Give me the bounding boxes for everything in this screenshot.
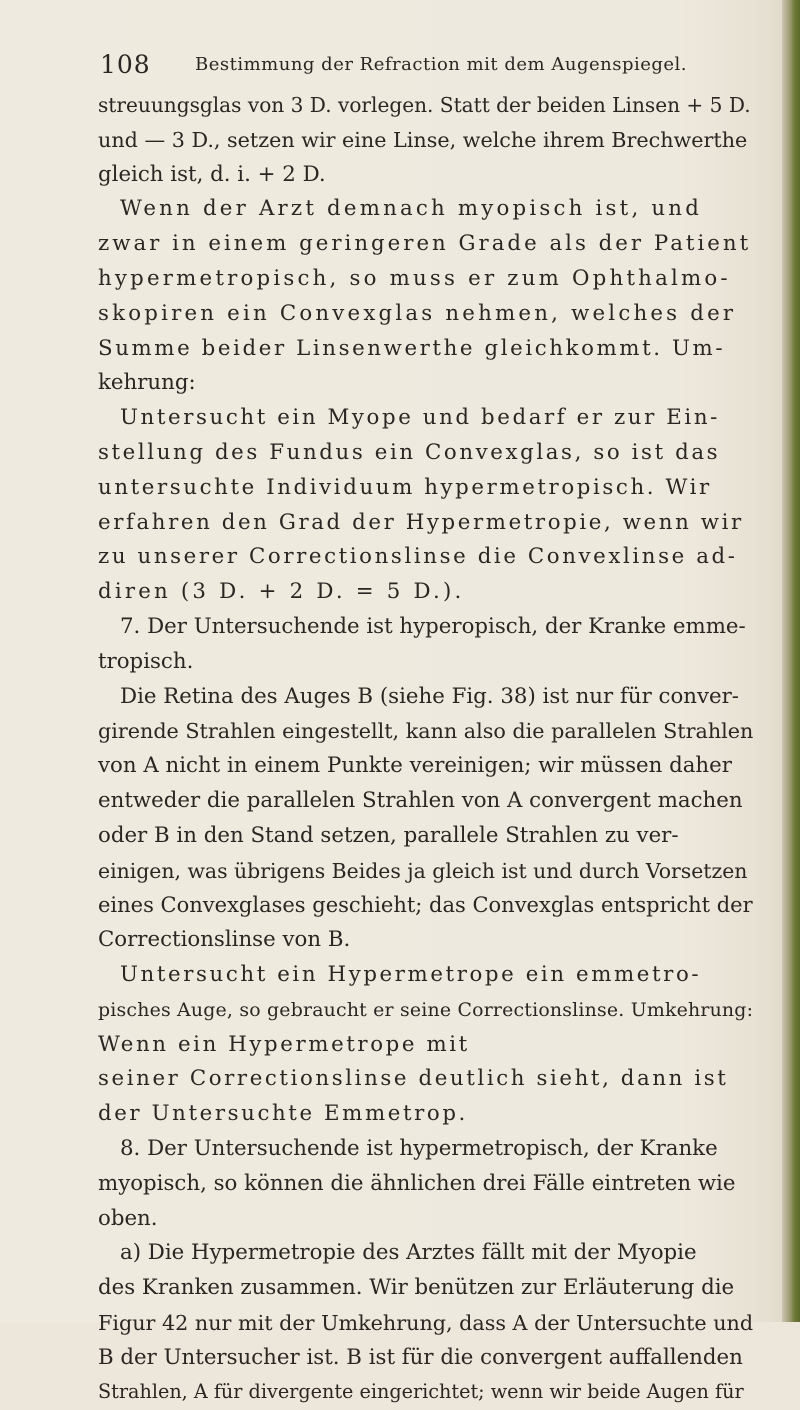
text-line: oben. [98, 1205, 158, 1231]
text-line: einigen, was übrigens Beides ja gleich ist und durch Vorsetzen [98, 858, 748, 883]
text-line: seiner Correctionslinse deutlich sieht, dann ist [98, 1066, 729, 1092]
text-line: hypermetropisch, so muss er zum Ophthalmo- [98, 265, 731, 291]
text-line: der Untersuchte Emmetrop. [98, 1101, 468, 1127]
text-line: B der Untersucher ist. B ist für die convergent auffallenden [98, 1344, 743, 1370]
text-line: eines Convexglases geschieht; das Convexglas entspricht der [98, 893, 753, 918]
text-line: untersuchte Individuum hypermetropisch. Wir [98, 474, 712, 500]
text-line: Strahlen, A für divergente eingerichtet; wenn wir beide Augen für [98, 1380, 744, 1404]
text-line: gleich ist, d. i. + 2 D. [98, 161, 326, 187]
text-line: skopiren ein Convexglas nehmen, welches der [98, 300, 737, 326]
text-line: 7. Der Untersuchende ist hyperopisch, der Kranke emme- [120, 613, 746, 639]
text-line: Figur 42 nur mit der Umkehrung, dass A der Untersuchte und [98, 1310, 754, 1335]
text-line: pisches Auge, so gebraucht er seine Correctionslinse. Umkehrung: [98, 998, 754, 1021]
text-line: Untersucht ein Myope und bedarf er zur Ein- [120, 405, 720, 431]
text-line: des Kranken zusammen. Wir benützen zur Erläuterung die [98, 1275, 735, 1301]
text-line: girende Strahlen eingestellt, kann also die parallelen Strahlen [98, 719, 754, 744]
body-text [98, 88, 753, 1410]
text-line: zu unserer Correctionslinse die Convexlinse ad- [98, 544, 738, 570]
text-line: tropisch. [98, 648, 194, 674]
text-line: und — 3 D., setzen wir eine Linse, welche ihrem Brechwerthe [98, 127, 748, 152]
text-line: Wenn ein Hypermetrope mit [98, 1031, 470, 1057]
text-line: 8. Der Untersuchende ist hypermetropisch, der Kranke [120, 1135, 718, 1161]
text-line: Die Retina des Auges B (siehe Fig. 38) ist nur für conver- [120, 683, 739, 709]
text-line: a) Die Hypermetropie des Arztes fällt mit der Myopie [120, 1240, 697, 1266]
text-line: Correctionslinse von B. [98, 927, 351, 953]
text-line: zwar in einem geringeren Grade als der Patient [98, 231, 752, 257]
text-line: oder B in den Stand setzen, parallele Strahlen zu ver- [98, 822, 679, 848]
page-number: 108 [100, 50, 151, 79]
text-line: kehrung: [98, 370, 196, 396]
text-line: stellung des Fundus ein Convexglas, so ist das [98, 439, 721, 465]
running-head: Bestimmung der Refraction mit dem Augenspiegel. [195, 54, 688, 75]
text-line: erfahren den Grad der Hypermetropie, wenn wir [98, 509, 744, 535]
text-line: entweder die parallelen Strahlen von A convergent machen [98, 787, 743, 813]
text-line: Summe beider Linsenwerthe gleichkommt. Um- [98, 335, 726, 361]
text-line: diren (3 D. + 2 D. = 5 D.). [98, 579, 465, 605]
text-line: myopisch, so können die ähnlichen drei Fälle eintreten wie [98, 1170, 736, 1196]
text-line: Untersucht ein Hypermetrope ein emmetro- [120, 961, 702, 987]
page-edge-shadow [782, 0, 800, 1322]
text-line: streuungsglas von 3 D. vorlegen. Statt der beiden Linsen + 5 D. [98, 93, 751, 117]
text-line: Wenn der Arzt demnach myopisch ist, und [120, 196, 703, 222]
text-line: von A nicht in einem Punkte vereinigen; wir müssen daher [98, 753, 732, 779]
page-header [100, 50, 740, 82]
